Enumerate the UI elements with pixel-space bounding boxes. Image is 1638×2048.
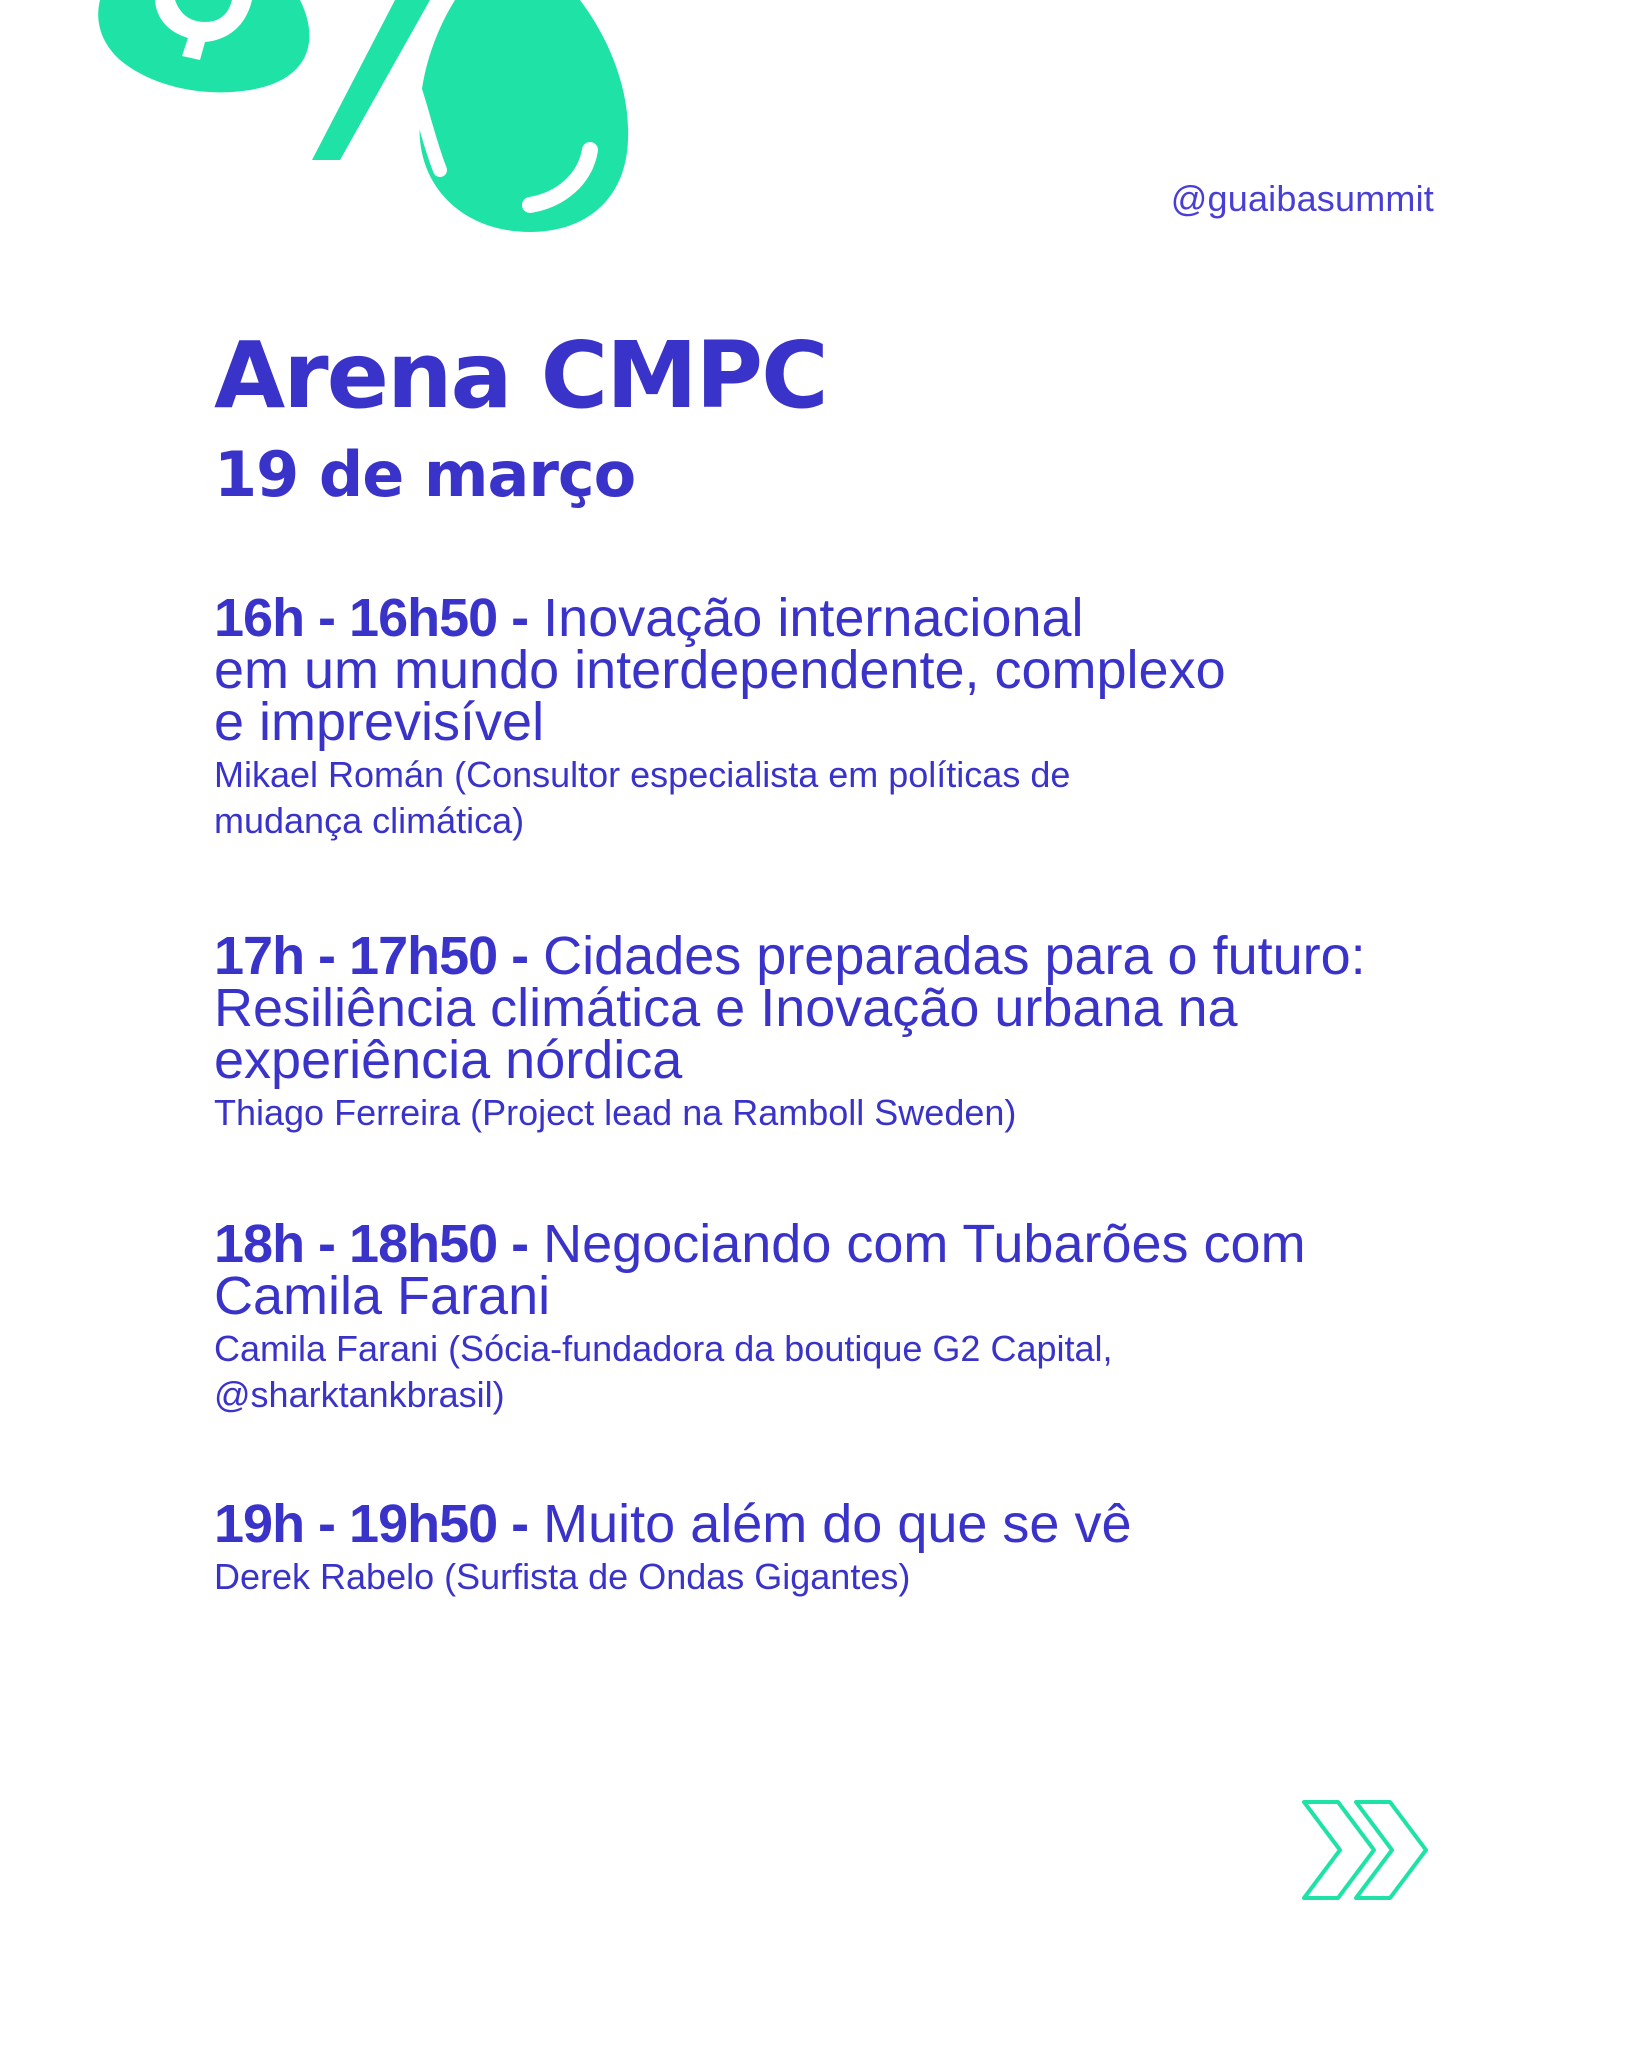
- event-title: Arena CMPC: [214, 322, 827, 429]
- session-title-line: em um mundo interdependente, complexo: [214, 640, 1226, 700]
- session-item: [214, 926, 1514, 1136]
- session-speaker: [214, 1326, 1274, 1418]
- session-item: [214, 588, 1514, 844]
- session-title: [214, 588, 1514, 752]
- session-title-line: e imprevisível: [214, 692, 545, 752]
- session-title-line: Camila Farani: [214, 1266, 551, 1326]
- session-title: [214, 1214, 1514, 1326]
- brand-logo-art: [0, 0, 640, 240]
- speaker-line: Camila Farani (Sócia-fundadora da boutique G2 Capital,: [214, 1328, 1113, 1369]
- session-title: [214, 926, 1514, 1090]
- speaker-line: Thiago Ferreira (Project lead na Ramboll Sweden): [214, 1092, 1017, 1133]
- session-title-line: Inovação internacional: [543, 588, 1084, 648]
- double-chevron-right-icon[interactable]: [1300, 1798, 1436, 1902]
- schedule-content: [214, 322, 1514, 1597]
- speaker-line: @sharktankbrasil): [214, 1374, 505, 1415]
- event-date: 19 de março: [214, 438, 636, 511]
- session-title-line: experiência nórdica: [214, 1030, 683, 1090]
- session-speaker: [214, 1090, 1274, 1136]
- session-time: 16h - 16h50 -: [214, 588, 529, 648]
- session-time: 18h - 18h50 -: [214, 1214, 529, 1274]
- session-speaker: [214, 752, 1274, 844]
- session-speaker: [214, 1554, 1274, 1600]
- session-item: [214, 1214, 1514, 1418]
- session-time: 17h - 17h50 -: [214, 926, 529, 986]
- coin-icon: [98, 0, 309, 92]
- social-handle: @guaibasummit: [1170, 178, 1434, 219]
- speaker-line: Mikael Román (Consultor especialista em políticas de: [214, 754, 1071, 795]
- session-title-line: Muito além do que se vê: [543, 1494, 1132, 1554]
- session-item: [214, 1494, 1514, 1600]
- session-title-line: Cidades preparadas para o futuro:: [543, 926, 1366, 986]
- session-title-line: Negociando com Tubarões com: [543, 1214, 1306, 1274]
- droplet-icon: [408, 0, 628, 232]
- speaker-line: mudança climática): [214, 800, 525, 841]
- speaker-line: Derek Rabelo (Surfista de Ondas Gigantes): [214, 1556, 911, 1597]
- session-title: [214, 1494, 1514, 1554]
- session-title-line: Resiliência climática e Inovação urbana na: [214, 978, 1238, 1038]
- session-time: 19h - 19h50 -: [214, 1494, 529, 1554]
